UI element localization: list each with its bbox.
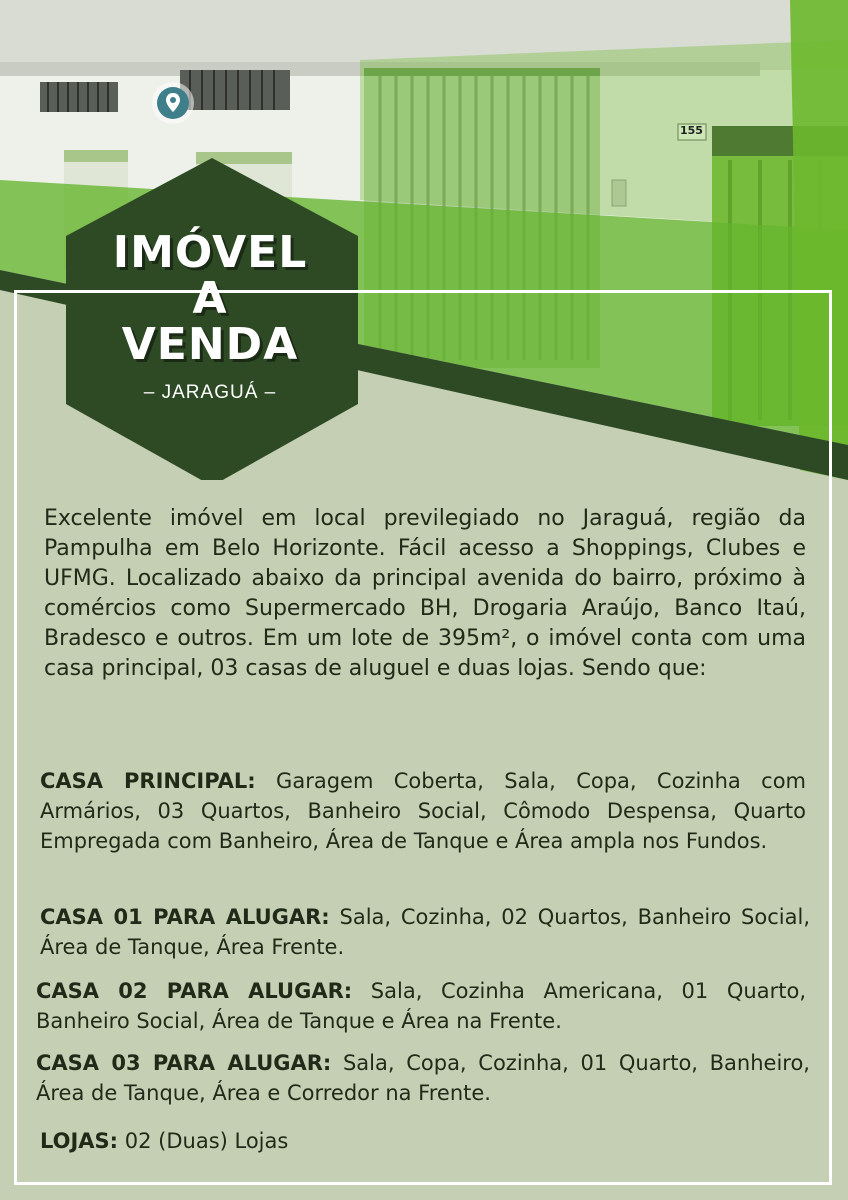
spec-casa-03 bbox=[36, 1048, 810, 1108]
badge-title-line3: VENDA bbox=[121, 319, 299, 370]
spec-label: CASA PRINCIPAL: bbox=[40, 769, 256, 793]
spec-lojas bbox=[40, 1126, 800, 1156]
badge-title-line2: A bbox=[192, 273, 228, 324]
badge-title-line1: IMÓVEL bbox=[112, 227, 308, 278]
spec-text: Sala, Copa, Cozinha, 01 Quarto, Banheiro, Área de Tanque, Área e Corredor na Frente. bbox=[36, 1051, 810, 1105]
spec-casa-02 bbox=[36, 976, 806, 1036]
spec-label: CASA 03 PARA ALUGAR: bbox=[36, 1051, 332, 1075]
spec-label: LOJAS: bbox=[40, 1129, 119, 1153]
spec-casa-01 bbox=[40, 902, 810, 962]
spec-label: CASA 01 PARA ALUGAR: bbox=[40, 905, 330, 929]
spec-casa-principal bbox=[40, 766, 806, 856]
spec-text: Garagem Coberta, Sala, Copa, Cozinha com Armários, 03 Quartos, Banheiro Social, Cômodo Despensa, Quarto Empregada com Banheiro, Área de Tanque e Área ampla nos Fundos. bbox=[40, 769, 806, 853]
spec-text: 02 (Duas) Lojas bbox=[118, 1129, 289, 1153]
spec-text: Sala, Cozinha, 02 Quartos, Banheiro Social, Área de Tanque, Área Frente. bbox=[40, 905, 810, 959]
house-number: 155 bbox=[680, 124, 703, 137]
spec-text: Sala, Cozinha Americana, 01 Quarto, Banheiro Social, Área de Tanque e Área na Frente. bbox=[36, 979, 806, 1033]
spec-label: CASA 02 PARA ALUGAR: bbox=[36, 979, 353, 1003]
property-description: Excelente imóvel em local previlegiado no Jaraguá, região da Pampulha em Belo Horizonte. Fácil acesso a Shoppings, Clubes e UFMG. Localizado abaixo da principal avenida do bairro, próximo à comércios como Supermercado BH, Drogaria Araújo, Banco Itaú, Bradesco e outros. Em um lote de 395m², o imóvel conta com uma casa principal, 03 casas de aluguel e duas lojas. Sendo que: bbox=[44, 506, 806, 681]
location-pin-icon bbox=[152, 82, 194, 124]
badge-location: – JARAGUÁ – bbox=[143, 382, 277, 403]
